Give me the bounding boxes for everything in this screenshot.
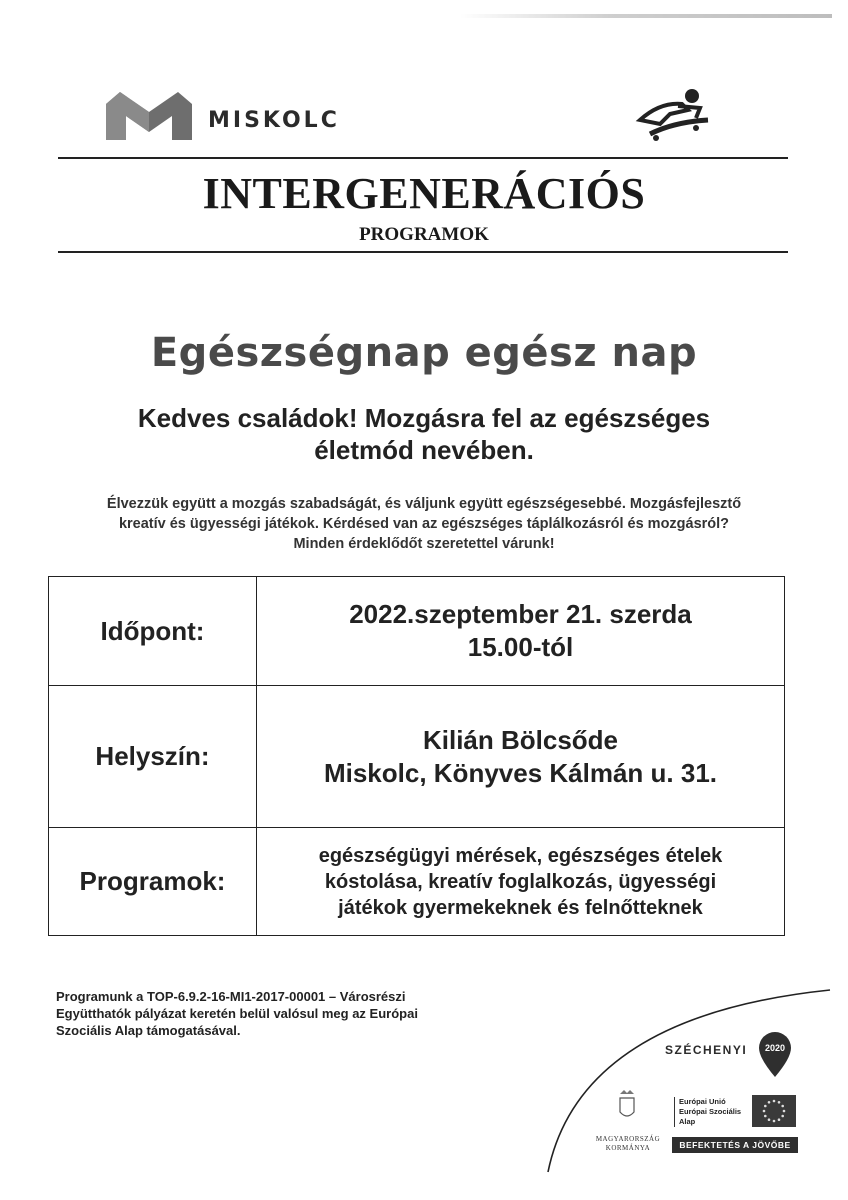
page-title: INTERGENERÁCIÓS [202,169,646,218]
description-line: Minden érdeklődőt szeretettel várunk! [293,536,555,552]
eu-line: Európai Unió [679,1097,726,1106]
funding-line: Programunk a TOP-6.9.2-16-MI1-2017-00001 – Városrészi [56,989,406,1004]
government-line: KORMÁNYA [605,1144,651,1152]
scan-edge [460,14,832,18]
time-date: 2022.szeptember 21. szerda [349,599,692,629]
invest-banner: BEFEKTETÉS A JÖVŐBE [672,1137,798,1153]
szechenyi-pin-icon [755,1030,795,1078]
programs-line: játékok gyermekeknek és felnőtteknek [338,896,703,919]
hungary-crest-icon [612,1086,642,1126]
event-description [52,494,796,554]
eu-line: Alap [679,1117,696,1126]
place-name: Kilián Bölcsőde [422,724,619,755]
government-label [588,1135,668,1153]
place-row [49,686,785,828]
time-value [257,577,785,686]
header-top-rule [58,157,788,159]
page-subtitle: PROGRAMOK [359,224,489,245]
programs-line: egészségügyi mérések, egészséges ételek [318,844,723,867]
programs-line: kóstolása, kreatív foglalkozás, ügyességi [324,870,717,893]
funding-line: Együtthatók pályázat keretén belül valósul meg az Európai [56,1006,418,1021]
eu-label [674,1097,749,1127]
event-details-table [48,576,785,936]
funding-line: Szociális Alap támogatásával. [56,1023,241,1038]
eu-line: Európai Szociális [679,1107,742,1116]
szechenyi-logo-text: SZÉCHENYI [665,1043,748,1057]
intro-line: Kedves családok! Mozgásra fel az egészséges [137,403,711,433]
event-intro [60,402,788,466]
programs-value [257,828,785,936]
programs-label: Programok: [49,828,257,936]
description-line: Élvezzük együtt a mozgás szabadságát, és váljunk együtt egészségesebbé. Mozgásfejlesztő [106,496,742,512]
intro-line: életmód nevében. [314,435,534,465]
description-line: kreatív és ügyességi játékok. Kérdésed van az egészséges táplálkozásról és mozgásról? [118,516,730,532]
government-line: MAGYARORSZÁG [595,1135,661,1143]
miskolc-logo-icon [106,90,192,142]
time-row [49,577,785,686]
place-value [257,686,785,828]
eu-flag-icon [752,1095,796,1127]
brand-name: MISKOLC [208,108,340,133]
szechenyi-year: 2020 [764,1043,786,1053]
header-bottom-rule [58,251,788,253]
time-label: Időpont: [49,577,257,686]
skateboarder-icon [630,84,712,142]
place-address: Miskolc, Könyves Kálmán u. 31. [323,757,718,788]
funding-note [56,988,496,1039]
place-label: Helyszín: [49,686,257,828]
time-hour: 15.00-tól [467,632,574,662]
programs-row [49,828,785,936]
event-headline: Egészségnap egész nap [150,330,698,376]
